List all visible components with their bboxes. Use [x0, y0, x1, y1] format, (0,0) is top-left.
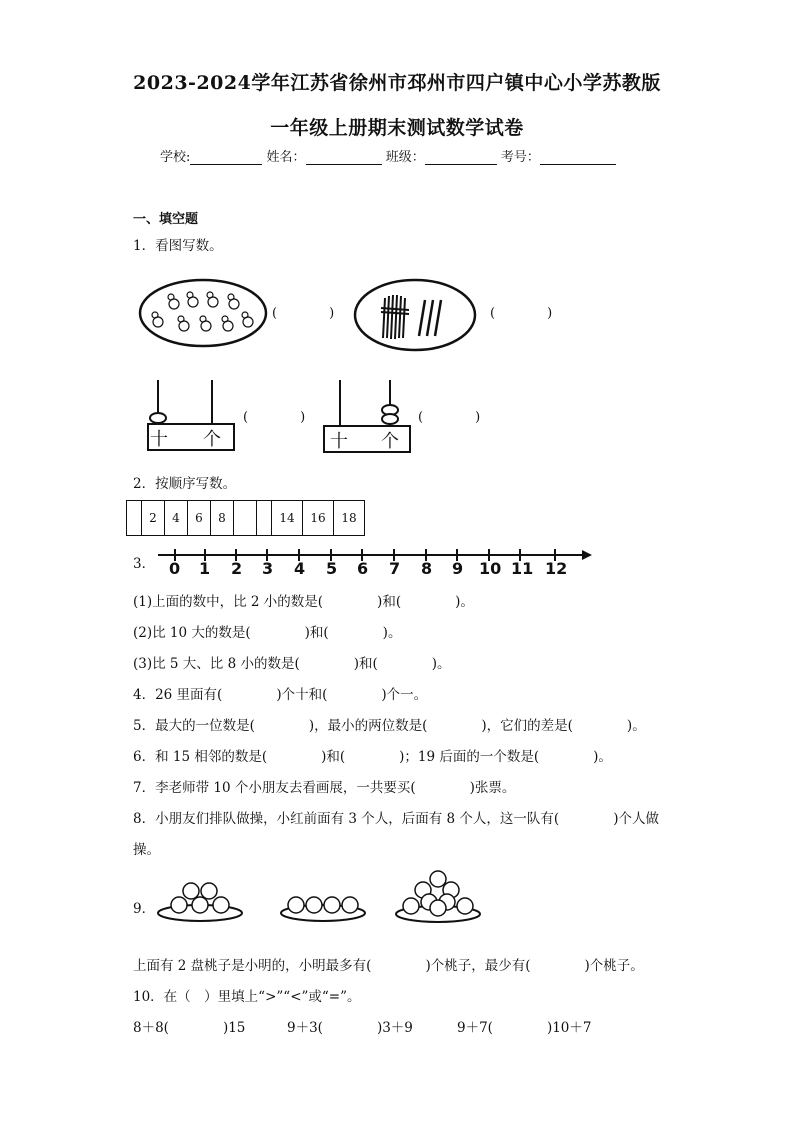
question-8-line-1: 8．小朋友们排队做操，小红前面有 3 个人，后面有 8 个人，这一队有( )个人做 [133, 811, 659, 827]
question-9-label: 9． [133, 901, 156, 917]
chick-icon [228, 294, 239, 309]
question-5: 5．最大的一位数是( )，最小的两位数是( )，它们的差是( )。 [133, 718, 646, 734]
peach-icon [192, 897, 208, 913]
tick-label: 12 [545, 559, 568, 578]
tick-label: 7 [389, 559, 401, 578]
name-blank[interactable] [306, 150, 382, 165]
arrow-icon [582, 550, 592, 560]
question-4: 4．26 里面有( )个十和( )个一。 [133, 687, 428, 703]
peach-plate-1 [155, 875, 245, 925]
compare-item-1: 8＋8( )15 [133, 1020, 246, 1036]
tick-label: 11 [511, 559, 534, 578]
tick-label: 10 [479, 559, 502, 578]
question-9-text: 上面有 2 盘桃子是小明的，小明最多有( )个桃子，最少有( )个桃子。 [133, 958, 644, 974]
question-6: 6．和 15 相邻的数是( )和( )；19 后面的一个数是( )。 [133, 749, 612, 765]
peach-icon [213, 897, 229, 913]
peach-icon [430, 900, 446, 916]
peach-plate-3 [393, 866, 483, 926]
sequence-cell[interactable] [257, 501, 272, 536]
class-blank[interactable] [425, 150, 497, 165]
question-10: 10．在（ ）里填上“>”“<”或“=”。 [133, 989, 361, 1005]
chick-icon [222, 316, 233, 331]
peach-icon [457, 898, 473, 914]
question-8-line-2: 操。 [133, 842, 160, 858]
sequence-cell: 16 [303, 501, 334, 536]
answer-blank-abacus-1[interactable]: ( ) [243, 410, 306, 425]
question-2: 2．按顺序写数。 [133, 476, 237, 492]
peach-icon [403, 898, 419, 914]
peach-icon [430, 871, 446, 887]
tick-label: 1 [199, 559, 211, 578]
question-3-sub-2: (2)比 10 大的数是( )和( )。 [133, 625, 402, 641]
exam-no-blank[interactable] [540, 150, 616, 165]
chick-icon [200, 316, 211, 331]
school-blank[interactable] [190, 150, 262, 165]
peach-icon [324, 897, 340, 913]
question-1: 1．看图写数。 [133, 238, 223, 254]
abacus-bead [382, 414, 398, 424]
peach-icon [183, 883, 199, 899]
title-line-2: 一年级上册期末测试数学试卷 [270, 117, 524, 139]
sequence-cell[interactable] [234, 501, 257, 536]
sequence-cell: 6 [188, 501, 211, 536]
tick-label: 4 [294, 559, 306, 578]
exam-no-label: 考号： [500, 150, 540, 165]
name-label: 姓名： [266, 150, 306, 165]
chick-icon [168, 294, 179, 309]
sequence-cell[interactable] [127, 501, 142, 536]
chick-icon [152, 312, 163, 327]
answer-blank-chicks[interactable]: ( ) [272, 306, 335, 321]
question-7: 7．李老师带 10 个小朋友去看画展，一共要买( )张票。 [133, 780, 516, 796]
question-3-label: 3． [133, 556, 156, 572]
title-line-1: 2023-2024学年江苏省徐州市邳州市四户镇中心小学苏教版 [133, 72, 661, 94]
sticks-picture [353, 278, 478, 352]
number-sequence-table [126, 500, 365, 536]
answer-blank-sticks[interactable]: ( ) [490, 306, 553, 321]
tick-label: 6 [357, 559, 369, 578]
abacus-bead [150, 413, 166, 423]
chick-icon [178, 316, 189, 331]
sequence-cell: 2 [142, 501, 165, 536]
chicks-picture [138, 278, 268, 348]
student-info-fields [160, 146, 616, 165]
class-label: 班级： [385, 150, 425, 165]
question-3-sub-3: (3)比 5 大、比 8 小的数是( )和( )。 [133, 656, 451, 672]
tick-label: 3 [262, 559, 274, 578]
tick-label: 8 [421, 559, 433, 578]
school-label: 学校: [160, 150, 191, 165]
tick-label: 9 [452, 559, 464, 578]
loose-sticks [419, 300, 441, 336]
question-3-sub-1: (1)上面的数中，比 2 小的数是( )和( )。 [133, 594, 474, 610]
abacus-2-ones-label: 个 [381, 431, 399, 452]
sequence-cell: 14 [272, 501, 303, 536]
chick-icon [187, 292, 198, 307]
abacus-1-ones-label: 个 [203, 429, 221, 450]
answer-blank-abacus-2[interactable]: ( ) [418, 410, 481, 425]
sequence-cell: 18 [334, 501, 365, 536]
tick-label: 5 [326, 559, 338, 578]
peach-icon [171, 897, 187, 913]
compare-item-3: 9＋7( )10＋7 [457, 1020, 592, 1036]
sequence-cell: 8 [211, 501, 234, 536]
tick-label: 0 [169, 559, 181, 578]
peach-icon [342, 897, 358, 913]
abacus-1-tens-label: 十 [150, 429, 168, 450]
chick-icon [242, 312, 253, 327]
abacus-2-tens-label: 十 [330, 431, 348, 452]
tick-label: 2 [231, 559, 243, 578]
chick-icon [207, 292, 218, 307]
compare-item-2: 9＋3( )3＋9 [287, 1020, 413, 1036]
peach-icon [306, 897, 322, 913]
peach-icon [288, 897, 304, 913]
sequence-cell: 4 [165, 501, 188, 536]
section-heading: 一、填空题 [133, 212, 199, 227]
peach-plate-2 [278, 882, 368, 924]
peach-icon [201, 883, 217, 899]
